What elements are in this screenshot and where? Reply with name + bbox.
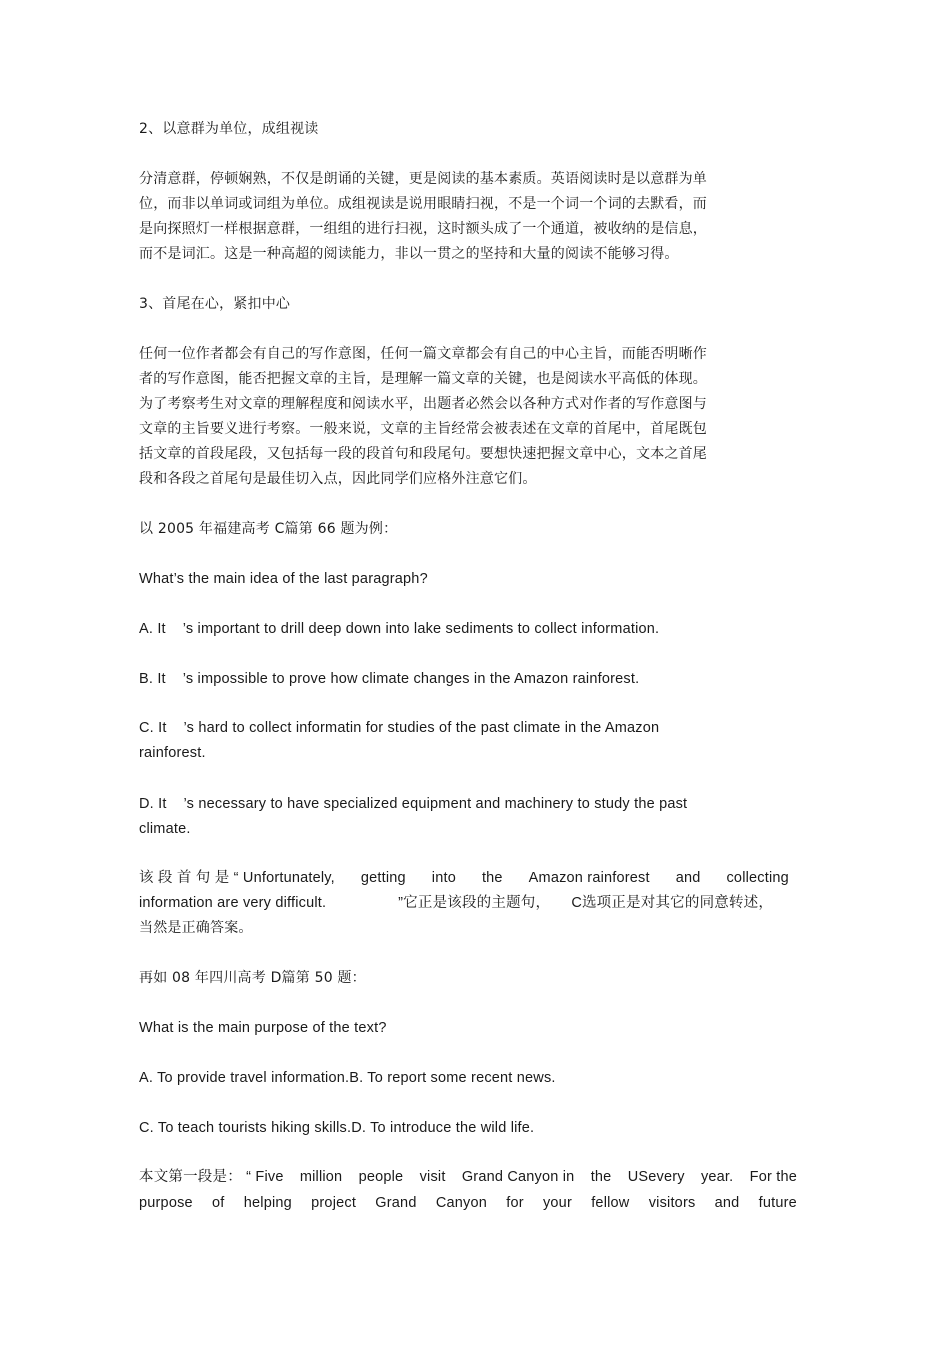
paragraph-line: 是向探照灯一样根据意群，一组组的进行扫视，这时额头成了一个通道，被收纳的是信息，: [139, 221, 707, 237]
paragraph-word: For the: [749, 1169, 797, 1185]
paragraph-word: your: [542, 1195, 572, 1211]
paragraph-word: future: [758, 1195, 797, 1211]
question-1-option-c-cont: rainforest.: [139, 745, 206, 761]
example-intro-1: 以 2005 年福建高考 C篇第 66 题为例：: [139, 521, 398, 537]
paragraph-word: for: [506, 1195, 524, 1211]
analysis-word: 该 段 首 句 是 “ Unfortunately,: [139, 870, 335, 886]
section-heading-3: 3、首尾在心，紧扣中心: [139, 296, 291, 312]
paragraph-line: 分清意群，停顿娴熟，不仅是朗诵的关键，更是阅读的基本素质。英语阅读时是以意群为单: [139, 171, 707, 187]
analysis-word: getting: [360, 870, 406, 886]
analysis-word: into: [431, 870, 456, 886]
paragraph-word: million: [299, 1169, 343, 1185]
paragraph-word: USevery: [627, 1169, 685, 1185]
paragraph-line: 者的写作意图，能否把握文章的主旨，是理解一篇文章的关键，也是阅读水平高低的体现。: [139, 371, 707, 387]
paragraph-line: 括文章的首段尾段，又包括每一段的段首句和段尾句。要想快速把握文章中心，文本之首尾: [139, 446, 707, 462]
paragraph-word: helping: [243, 1195, 292, 1211]
example-intro-2: 再如 08 年四川高考 D篇第 50 题：: [139, 970, 366, 986]
paragraph-line: 文章的主旨要义进行考察。一般来说，文章的主旨经常会被表述在文章的首尾中，首尾既包: [139, 421, 707, 437]
paragraph-word: the: [590, 1169, 612, 1185]
paragraph-line: 任何一位作者都会有自己的写作意图，任何一篇文章都会有自己的中心主旨，而能否明晰作: [139, 346, 707, 362]
paragraph-word: purpose: [139, 1195, 193, 1211]
analysis-1-line-1: [139, 869, 789, 887]
question-1-option-a: A. It ’s important to drill deep down into lake sediments to collect information.: [139, 621, 660, 637]
question-1-option-c: C. It ’s hard to collect informatin for studies of the past climate in the Amazon: [139, 720, 660, 736]
paragraph-word: people: [358, 1169, 404, 1185]
question-1-option-d: D. It ’s necessary to have specialized equipment and machinery to study the past: [139, 796, 688, 812]
question-2-options-cd: C. To teach tourists hiking skills.D. To introduce the wild life.: [139, 1120, 535, 1136]
analysis-word: Amazon rainforest: [528, 870, 650, 886]
analysis-1-line-3: 当然是正确答案。: [139, 920, 253, 936]
section-heading-2: 2、以意群为单位，成组视读: [139, 121, 319, 137]
analysis-word: and: [675, 870, 701, 886]
question-1: What’s the main idea of the last paragraph?: [139, 571, 428, 587]
analysis-word: the: [481, 870, 503, 886]
paragraph-line: 而不是词汇。这是一种高超的阅读能力，非以一贯之的坚持和大量的阅读不能够习得。: [139, 246, 679, 262]
paragraph-3-line-2: [139, 1194, 797, 1212]
paragraph-line: 段和各段之首尾句是最佳切入点，因此同学们应格外注意它们。: [139, 471, 537, 487]
paragraph-word: of: [212, 1195, 225, 1211]
paragraph-word: Grand Canyon in: [461, 1169, 575, 1185]
paragraph-word: visitors: [648, 1195, 696, 1211]
paragraph-word: and: [714, 1195, 740, 1211]
paragraph-word: 本文第一段是： “ Five: [139, 1169, 284, 1185]
question-2-options-ab: A. To provide travel information.B. To report some recent news.: [139, 1070, 556, 1086]
question-2: What is the main purpose of the text?: [139, 1020, 387, 1036]
paragraph-word: project: [311, 1195, 357, 1211]
paragraph-word: year.: [700, 1169, 734, 1185]
paragraph-word: Grand: [375, 1195, 417, 1211]
paragraph-word: visit: [419, 1169, 446, 1185]
analysis-1-line-2: information are very difficult. ”它正是该段的主题句， C选项正是对其它的同意转述，: [139, 895, 774, 911]
paragraph-3-line-1: [139, 1168, 797, 1186]
question-1-option-b: B. It ’s impossible to prove how climate changes in the Amazon rainforest.: [139, 671, 640, 687]
paragraph-word: fellow: [591, 1195, 630, 1211]
paragraph-line: 位，而非以单词或词组为单位。成组视读是说用眼睛扫视，不是一个词一个词的去默看，而: [139, 196, 707, 212]
question-1-option-d-cont: climate.: [139, 821, 191, 837]
analysis-word: collecting: [726, 870, 789, 886]
paragraph-line: 为了考察考生对文章的理解程度和阅读水平，出题者必然会以各种方式对作者的写作意图与: [139, 396, 707, 412]
paragraph-word: Canyon: [435, 1195, 487, 1211]
